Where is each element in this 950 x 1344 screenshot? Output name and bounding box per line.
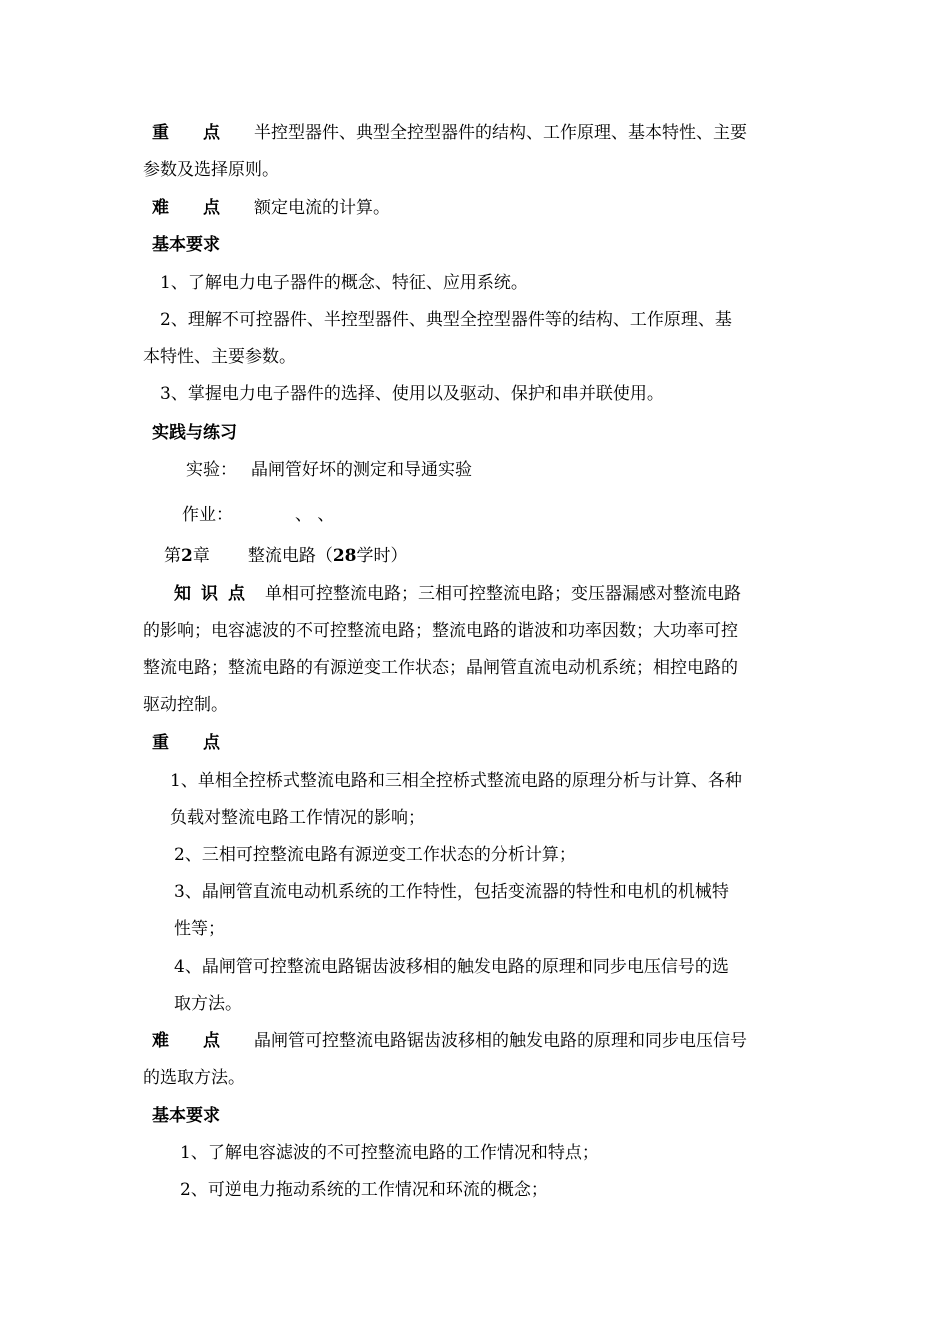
ch2-difficulty-line [152, 1031, 747, 1051]
ch2-knowledge-line-2: 的影响；电容滤波的不可控整流电路；整流电路的谐波和功率因数；大功率可控 [143, 621, 738, 641]
ch2-key-point-3: 3、晶闸管直流电动机系统的工作特性，包括变流器的特性和电机的机械特 [174, 882, 729, 902]
ch1-requirement-1: 1、了解电力电子器件的概念、特征、应用系统。 [160, 273, 528, 293]
ch1-requirement-2-continuation: 本特性、主要参数。 [143, 347, 296, 367]
ch2-knowledge-line-4: 驱动控制。 [143, 695, 228, 715]
ch1-difficulty-line [152, 198, 390, 218]
ch1-requirements-heading: 基本要求 [152, 235, 220, 255]
ch2-requirement-2: 2、可逆电力拖动系统的工作情况和环流的概念； [180, 1180, 548, 1200]
ch1-requirement-2: 2、理解不可控器件、半控型器件、典型全控型器件等的结构、工作原理、基 [160, 310, 732, 330]
homework-label: 作业： [182, 505, 233, 525]
difficulty-label: 难点 [152, 198, 254, 218]
experiment-text: 晶闸管好坏的测定和导通实验 [251, 460, 472, 480]
experiment-label: 实验： [186, 460, 237, 480]
ch2-key-point-2: 2、三相可控整流电路有源逆变工作状态的分析计算； [174, 845, 576, 865]
ch1-homework-line [182, 505, 334, 525]
ch2-key-point-3-continuation: 性等； [174, 919, 225, 939]
ch1-experiment-line [186, 460, 472, 480]
chapter-hours: 28 [332, 546, 357, 566]
ch1-practice-heading: 实践与练习 [152, 423, 237, 443]
ch2-key-points-label: 重点 [152, 733, 254, 753]
key-points-text: 半控型器件、典型全控型器件的结构、工作原理、基本特性、主要 [254, 123, 747, 143]
ch2-requirement-1: 1、了解电容滤波的不可控整流电路的工作情况和特点； [180, 1143, 599, 1163]
ch1-requirement-3: 3、掌握电力电子器件的选择、使用以及驱动、保护和串并联使用。 [160, 384, 664, 404]
ch2-key-point-4: 4、晶闸管可控整流电路锯齿波移相的触发电路的原理和同步电压信号的选 [174, 957, 729, 977]
knowledge-label: 知识点 [174, 584, 255, 604]
chapter-prefix: 第 [164, 546, 181, 566]
ch2-knowledge-line [174, 584, 741, 604]
difficulty-label: 难点 [152, 1031, 254, 1051]
homework-text: 、 、 [295, 505, 335, 525]
ch1-key-points-continuation: 参数及选择原则。 [143, 160, 279, 180]
ch1-key-points-line [152, 123, 747, 143]
knowledge-text-1: 单相可控整流电路；三相可控整流电路；变压器漏感对整流电路 [265, 584, 741, 604]
difficulty-text: 额定电流的计算。 [254, 198, 390, 218]
ch2-knowledge-line-3: 整流电路；整流电路的有源逆变工作状态；晶闸管直流电动机系统；相控电路的 [143, 658, 738, 678]
ch2-key-point-4-continuation: 取方法。 [174, 994, 242, 1014]
difficulty-text: 晶闸管可控整流电路锯齿波移相的触发电路的原理和同步电压信号 [254, 1031, 747, 1051]
ch2-key-point-1-continuation: 负载对整流电路工作情况的影响； [170, 808, 425, 828]
chapter-hours-suffix: 学时） [356, 546, 408, 566]
chapter-number: 2 [181, 546, 193, 566]
key-points-label: 重点 [152, 123, 254, 143]
ch2-difficulty-continuation: 的选取方法。 [143, 1068, 245, 1088]
ch2-key-point-1: 1、单相全控桥式整流电路和三相全控桥式整流电路的原理分析与计算、各种 [170, 771, 742, 791]
ch2-requirements-heading: 基本要求 [152, 1106, 220, 1126]
chapter-title: 整流电路（ [247, 546, 333, 566]
chapter-suffix: 章 [192, 546, 210, 566]
ch2-title-line [164, 546, 408, 566]
